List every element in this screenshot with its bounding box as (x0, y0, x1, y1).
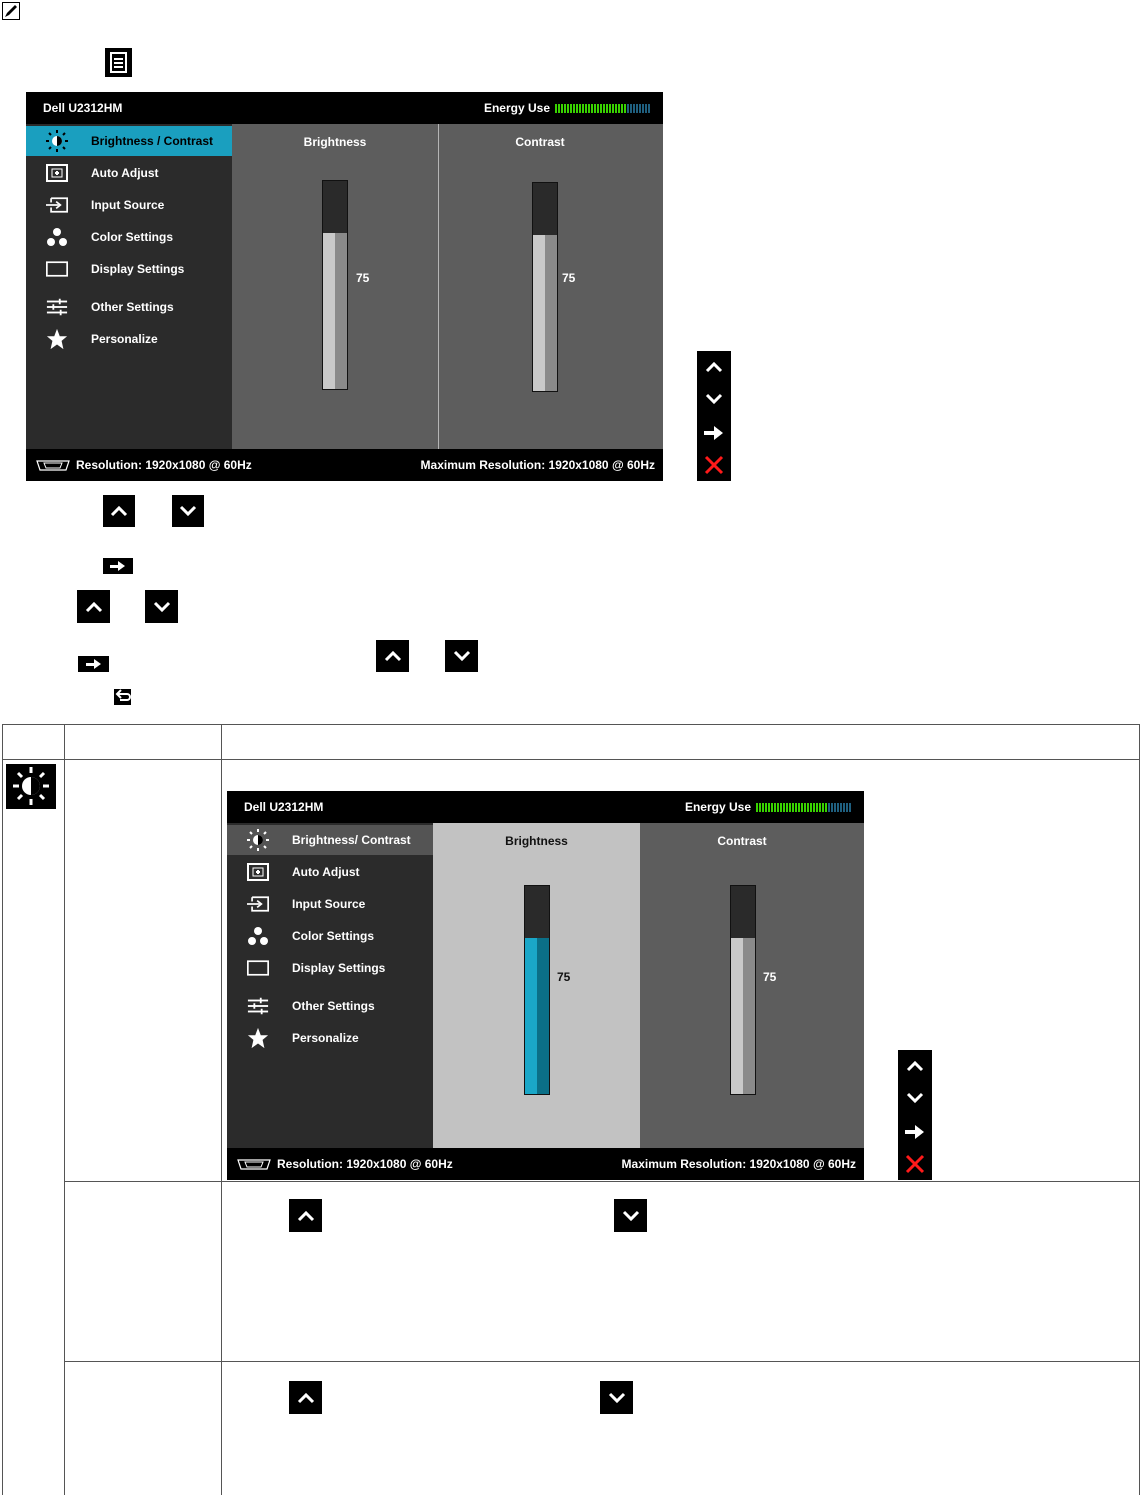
brightness-icon (247, 829, 269, 851)
energy-bar-segment (771, 803, 773, 812)
contrast-value: 75 (562, 271, 576, 285)
menu-item-auto-adjust[interactable] (26, 158, 232, 188)
color-settings-icon (46, 226, 68, 248)
osd-header (227, 791, 864, 823)
menu-item-label: Display Settings (91, 262, 185, 276)
energy-bar-segment (777, 803, 779, 812)
display-settings-icon (46, 258, 68, 280)
vga-connector-icon (237, 1159, 271, 1173)
display-settings-icon (247, 957, 269, 979)
energy-bar-segment (591, 104, 593, 113)
star-icon (46, 328, 68, 350)
energy-use-bars (555, 104, 651, 113)
brightness-pane (433, 823, 640, 1148)
energy-bar-segment (849, 803, 851, 812)
enter-icon (78, 656, 109, 672)
contrast-slider[interactable] (730, 885, 756, 1095)
energy-bar-segment (798, 803, 800, 812)
energy-bar-segment (576, 104, 578, 113)
menu-item-personalize[interactable] (227, 1023, 433, 1053)
energy-bar-segment (846, 803, 848, 812)
menu-item-label: Auto Adjust (91, 166, 159, 180)
down-icon[interactable] (697, 383, 731, 415)
exit-icon[interactable] (697, 449, 731, 481)
energy-bar-segment (570, 104, 572, 113)
energy-bar-segment (813, 803, 815, 812)
down-icon[interactable] (898, 1082, 932, 1114)
menu-item-label: Input Source (292, 897, 366, 911)
energy-bar-segment (609, 104, 611, 113)
up-icon (376, 640, 409, 672)
energy-bar-segment (831, 803, 833, 812)
osd-model-name: Dell U2312HM (43, 101, 123, 115)
energy-bar-segment (582, 104, 584, 113)
energy-bar-segment (561, 104, 563, 113)
brightness-slider[interactable] (322, 180, 348, 390)
energy-bar-segment (621, 104, 623, 113)
energy-bar-segment (615, 104, 617, 113)
star-icon (247, 1027, 269, 1049)
contrast-pane (640, 823, 864, 1148)
contrast-slider-fill (533, 235, 557, 391)
brightness-icon (46, 130, 68, 152)
menu-item-label: Auto Adjust (292, 865, 360, 879)
up-icon[interactable] (898, 1050, 932, 1082)
other-settings-icon (46, 296, 68, 318)
menu-item-label: Input Source (91, 198, 165, 212)
vga-connector-icon (36, 460, 70, 474)
energy-bar-segment (786, 803, 788, 812)
input-source-icon (46, 194, 68, 216)
auto-adjust-icon (46, 162, 68, 184)
energy-bar-segment (810, 803, 812, 812)
energy-bar-segment (804, 803, 806, 812)
energy-bar-segment (594, 104, 596, 113)
down-icon (614, 1199, 647, 1232)
energy-bar-segment (828, 803, 830, 812)
energy-bar-segment (780, 803, 782, 812)
energy-bar-segment (843, 803, 845, 812)
menu-item-input-source[interactable] (26, 190, 232, 220)
energy-bar-segment (567, 104, 569, 113)
front-panel-buttons (898, 1050, 932, 1180)
color-settings-icon (247, 925, 269, 947)
osd-model-name: Dell U2312HM (244, 800, 324, 814)
energy-bar-segment (801, 803, 803, 812)
energy-bar-segment (774, 803, 776, 812)
input-source-icon (247, 893, 269, 915)
energy-bar-segment (768, 803, 770, 812)
brightness-value: 75 (356, 271, 370, 285)
energy-bar-segment (606, 104, 608, 113)
other-settings-icon (247, 995, 269, 1017)
down-icon (600, 1381, 633, 1414)
brightness-title: Brightness (303, 135, 367, 149)
energy-bar-segment (819, 803, 821, 812)
contrast-slider-fill (731, 938, 755, 1094)
up-icon (289, 1381, 322, 1414)
menu-item-brightness-contrast[interactable] (227, 825, 433, 855)
osd-footer (26, 449, 663, 481)
current-resolution: Resolution: 1920x1080 @ 60Hz (277, 1157, 453, 1171)
enter-icon[interactable] (898, 1116, 932, 1148)
auto-adjust-icon (247, 861, 269, 883)
menu-button-icon (105, 48, 132, 77)
contrast-title: Contrast (515, 135, 565, 149)
osd-brightness-selected-screenshot (227, 791, 864, 1180)
energy-bar-segment (795, 803, 797, 812)
energy-use-bars (756, 803, 852, 812)
energy-bar-segment (636, 104, 638, 113)
brightness-title: Brightness (505, 834, 568, 848)
menu-item-label: Personalize (292, 1031, 359, 1045)
maximum-resolution: Maximum Resolution: 1920x1080 @ 60Hz (420, 458, 655, 472)
energy-bar-segment (597, 104, 599, 113)
energy-bar-segment (588, 104, 590, 113)
osd-menu-screenshot (26, 92, 663, 481)
brightness-slider-fill (525, 938, 549, 1094)
menu-item-color-settings[interactable] (227, 921, 433, 951)
energy-bar-segment (579, 104, 581, 113)
energy-bar-segment (825, 803, 827, 812)
energy-bar-segment (765, 803, 767, 812)
brightness-value: 75 (557, 970, 571, 984)
energy-bar-segment (600, 104, 602, 113)
energy-bar-segment (573, 104, 575, 113)
energy-bar-segment (624, 104, 626, 113)
menu-item-display-settings[interactable] (227, 953, 433, 983)
up-icon (289, 1199, 322, 1232)
front-panel-buttons (697, 351, 731, 481)
energy-bar-segment (816, 803, 818, 812)
osd-main-menu (227, 823, 433, 1148)
osd-footer (227, 1148, 864, 1180)
energy-bar-segment (807, 803, 809, 812)
energy-bar-segment (558, 104, 560, 113)
menu-item-brightness-contrast[interactable] (26, 126, 232, 156)
energy-bar-segment (618, 104, 620, 113)
osd-main-menu (26, 124, 232, 449)
energy-bar-segment (762, 803, 764, 812)
energy-bar-segment (630, 104, 632, 113)
energy-bar-segment (603, 104, 605, 113)
energy-bar-segment (756, 803, 758, 812)
contrast-slider[interactable] (532, 182, 558, 392)
enter-icon[interactable] (697, 417, 731, 449)
menu-item-input-source[interactable] (227, 889, 433, 919)
up-icon (103, 495, 135, 527)
energy-bar-segment (642, 104, 644, 113)
back-icon (110, 686, 135, 708)
current-resolution: Resolution: 1920x1080 @ 60Hz (76, 458, 252, 472)
contrast-pane (439, 124, 663, 449)
menu-item-label: Personalize (91, 332, 158, 346)
menu-item-label: Color Settings (91, 230, 174, 244)
up-icon (77, 590, 110, 623)
note-pencil-icon (2, 2, 20, 20)
brightness-slider-fill (323, 233, 347, 389)
energy-bar-segment (834, 803, 836, 812)
brightness-slider[interactable] (524, 885, 550, 1095)
brightness-pane (232, 124, 438, 449)
energy-use-label: Energy Use (684, 800, 751, 814)
menu-item-auto-adjust[interactable] (227, 857, 433, 887)
energy-use-meter (685, 800, 852, 814)
menu-item-label: Color Settings (292, 929, 375, 943)
menu-item-label: Brightness / Contrast (91, 134, 214, 148)
energy-bar-segment (564, 104, 566, 113)
up-icon[interactable] (697, 351, 731, 383)
menu-item-label: Other Settings (91, 300, 174, 314)
energy-bar-segment (633, 104, 635, 113)
menu-item-label: Other Settings (292, 999, 375, 1013)
energy-bar-segment (759, 803, 761, 812)
energy-bar-segment (840, 803, 842, 812)
energy-use-meter (484, 101, 651, 115)
energy-bar-segment (783, 803, 785, 812)
maximum-resolution: Maximum Resolution: 1920x1080 @ 60Hz (621, 1157, 856, 1171)
energy-bar-segment (627, 104, 629, 113)
menu-item-label: Brightness/ Contrast (292, 833, 411, 847)
menu-item-label: Display Settings (292, 961, 386, 975)
energy-bar-segment (639, 104, 641, 113)
down-icon (445, 640, 478, 672)
energy-use-label: Energy Use (483, 101, 550, 115)
energy-bar-segment (789, 803, 791, 812)
down-icon (145, 590, 178, 623)
down-icon (172, 495, 204, 527)
enter-icon (103, 558, 133, 574)
exit-icon[interactable] (898, 1148, 932, 1180)
energy-bar-segment (648, 104, 650, 113)
menu-item-personalize[interactable] (26, 324, 232, 354)
brightness-icon (6, 764, 56, 809)
energy-bar-segment (792, 803, 794, 812)
menu-item-color-settings[interactable] (26, 222, 232, 252)
contrast-value: 75 (763, 970, 777, 984)
menu-item-display-settings[interactable] (26, 254, 232, 284)
energy-bar-segment (837, 803, 839, 812)
energy-bar-segment (822, 803, 824, 812)
menu-item-other-settings[interactable] (227, 991, 433, 1021)
contrast-title: Contrast (717, 834, 767, 848)
osd-header (26, 92, 663, 124)
energy-bar-segment (645, 104, 647, 113)
energy-bar-segment (585, 104, 587, 113)
energy-bar-segment (612, 104, 614, 113)
energy-bar-segment (555, 104, 557, 113)
menu-item-other-settings[interactable] (26, 292, 232, 322)
